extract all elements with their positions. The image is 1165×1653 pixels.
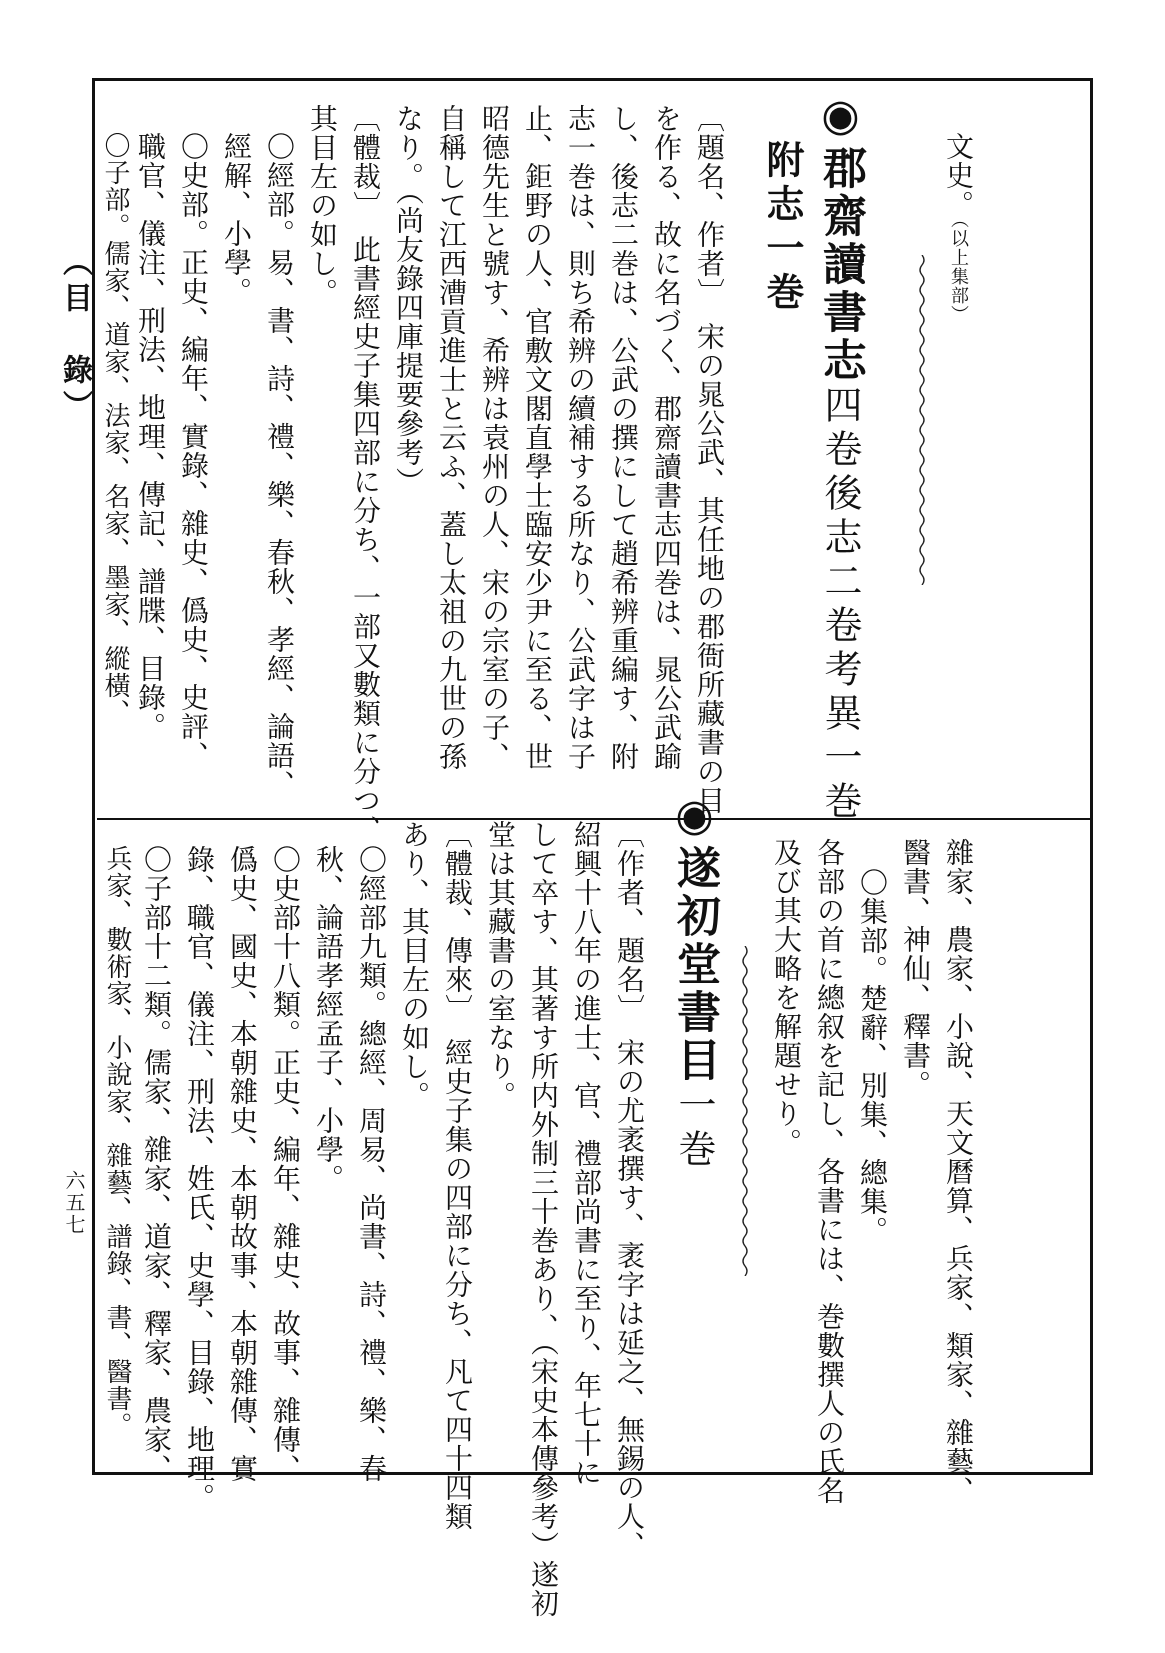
body-line: 〇子部十二類。儒家、雜家、道家、釋家、農家、 [140,845,173,1483]
decorative-wavy-rule [917,255,927,585]
body-line: 〔作者、題名〕 宋の尤袤撰す、袤字は延之、無錫の人、 [613,820,646,1560]
body-line: 其目左の如し。 [306,104,339,307]
entry-title: 郡齋讀書志 [815,145,866,385]
page-number: 六五七 [62,1170,86,1236]
decorative-wavy-rule [740,946,750,1276]
body-line: 〇經部。易、書、詩、禮、樂、春秋、孝經、論語、 [263,132,296,799]
entry-mark-icon: ◉ [669,790,720,845]
prev-entry-text: 文史。 [942,132,975,219]
entry-title: 遂初堂書目 [669,845,720,1085]
body-line: 僞史、國史、本朝雜史、本朝故事、本朝雜傳、實 [226,845,259,1483]
cont-line: 雜家、農家、小說、天文曆算、兵家、類家、雜藝、 [942,838,975,1505]
body-line: 〔題名、作者〕 宋の晁公武、其任地の郡衙所藏書の目 [693,104,726,815]
entry-mark-icon: ◉ [815,90,866,145]
body-line: して卒す、其著す所内外制三十巻あり、（宋史本傳參考）遂初 [527,820,560,1618]
body-line: 自稱して江西漕貢進士と云ふ、蓋し太祖の九世の孫 [435,104,468,771]
body-line: 錄、職官、儀注、刑法、姓氏、史學、目錄、地理。 [183,845,216,1512]
body-line: 〇史部。正史、編年、實錄、雜史、僞史、史評、 [177,132,210,770]
body-line: 秋、論語孝經孟子、小學。 [312,845,345,1193]
body-line: なり。（尚友錄四庫提要參考） [392,104,425,496]
body-line: 兵家、數術家、小說家、雜藝、譜錄、書、醫書。 [102,845,132,1439]
body-line: 堂は其藏書の室なり。 [484,820,517,1110]
prev-entry-note: （以上集部） [948,219,969,324]
body-line: 〇經部九類。總經、周易、尚書、詩、禮、樂、春 [355,845,388,1483]
entry-title-rest: 一巻 [672,1085,716,1173]
body-line: し、後志二巻は、公武の撰にして趙希辨重編す、附 [607,104,640,771]
cont-line: 各部の首に總叙を記し、各書には、巻數撰人の氏名 [813,838,846,1505]
cont-line: 及び其大略を解題せり。 [770,838,803,1157]
cont-line: 〇集部。楚辭、別集、總集。 [856,868,889,1245]
entry-subtitle: 附志一巻 [760,140,805,316]
body-line: あり、其目左の如し。 [398,820,431,1110]
section-label: （目 錄） [57,246,92,426]
body-line: を作る、故に名づく、郡齋讀書志四巻は、晁公武踰 [650,104,683,771]
body-line: 〇子部。儒家、道家、法家、名家、墨家、縱橫、 [100,132,130,726]
prev-entry-tail [942,132,975,324]
body-line: 職官、儀注、刑法、地理、傳記、譜牒、目錄。 [134,132,167,741]
body-line: 〔體裁〕 此書經史子集四部に分ち、一部又數類に分つ、 [349,104,382,844]
body-line: 志一巻は、則ち希辨の續補する所なり、公武字は子 [564,104,597,771]
entry-title-rest: 四卷後志二卷考異一巻 [818,385,862,825]
body-line: 止、鉅野の人、官敷文閣直學士臨安少尹に至る、世 [521,104,554,771]
body-line: 〔體裁、傳來〕 經史子集の四部に分ち、凡て四十四類 [441,820,474,1531]
cont-line: 醫書、神仙、釋書。 [899,838,932,1099]
body-line: 〇史部十八類。正史、編年、雜史、故事、雜傳、 [269,845,302,1483]
body-line: 昭德先生と號す、希辨は袁州の人、宋の宗室の子、 [478,104,511,771]
body-line: 經解、小學。 [220,132,253,306]
entry-heading [815,90,866,825]
body-line: 紹興十八年の進士、官、禮部尚書に至り、年七十に [570,820,603,1487]
entry-heading [669,790,720,1173]
